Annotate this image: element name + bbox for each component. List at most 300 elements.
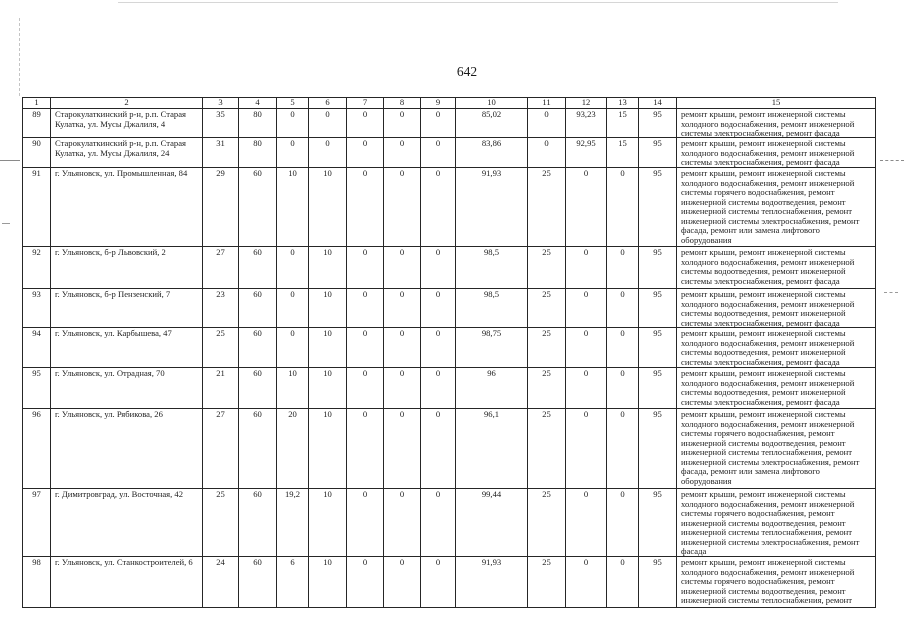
value-cell-col-7-text: 0 [362,247,368,257]
row-number-cell-text: 91 [32,168,41,178]
repair-works-cell-text: ремонт крыши, ремонт инженерной системы холодного водоснабжения, ремонт инженерной системы водоотведения, ремонт инженерной системы электроснабжения, ремонт фасада [681,368,855,407]
value-cell-col-9-text: 0 [435,328,441,338]
address-cell-text: г. Ульяновск, ул. Рябикова, 26 [55,409,163,419]
value-cell-col-9 [421,489,456,557]
column-number-label: 9 [435,97,441,107]
value-cell-col-10 [456,557,528,608]
value-cell-col-6-text: 0 [325,138,330,148]
value-cell-col-5 [277,328,309,368]
value-cell-col-12 [566,489,607,557]
value-cell-col-11-text: 25 [542,328,551,338]
value-cell-col-11 [528,289,566,328]
column-number-header [309,98,347,109]
value-cell-col-4-text: 80 [253,138,262,148]
repair-works-cell [677,289,876,328]
column-number-label: 5 [290,97,295,107]
value-cell-col-11-text: 25 [542,368,551,378]
value-cell-col-7 [347,109,384,138]
value-cell-col-4-text: 60 [253,557,262,567]
repair-works-cell-text: ремонт крыши, ремонт инженерной системы холодного водоснабжения, ремонт инженерной системы электроснабжения, ремонт фасада [681,109,855,138]
column-number-header [277,98,309,109]
table-row [23,168,876,247]
value-cell-col-12-text: 0 [583,409,589,419]
value-cell-col-9 [421,368,456,409]
value-cell-col-7 [347,368,384,409]
value-cell-col-3-text: 27 [216,247,225,257]
value-cell-col-3-text: 24 [216,557,225,567]
value-cell-col-10 [456,168,528,247]
value-cell-col-9 [421,109,456,138]
value-cell-col-8-text: 0 [399,368,405,378]
value-cell-col-5-text: 19,2 [284,489,301,499]
value-cell-col-4 [239,368,277,409]
value-cell-col-7 [347,168,384,247]
value-cell-col-14 [639,247,677,289]
value-cell-col-10 [456,247,528,289]
value-cell-col-13-text: 0 [620,247,625,257]
table-row [23,109,876,138]
value-cell-col-12-text: 0 [583,328,589,338]
column-number-header [677,98,876,109]
value-cell-col-9 [421,557,456,608]
binding-margin-line [19,18,20,96]
value-cell-col-3-text: 25 [216,489,225,499]
value-cell-col-6-text: 10 [323,289,332,299]
value-cell-col-13-text: 15 [618,109,627,119]
value-cell-col-14 [639,409,677,489]
column-number-header [566,98,607,109]
value-cell-col-5-text: 0 [290,109,295,119]
value-cell-col-6-text: 10 [323,247,332,257]
value-cell-col-5 [277,409,309,489]
value-cell-col-6 [309,168,347,247]
value-cell-col-9 [421,247,456,289]
row-number-cell-text: 90 [32,138,41,148]
value-cell-col-10-text: 85,02 [481,109,502,119]
scan-margin-mark [0,160,20,161]
column-number-header [384,98,421,109]
column-number-label: 2 [124,97,129,107]
column-number-header [607,98,639,109]
value-cell-col-6 [309,557,347,608]
column-number-header [203,98,239,109]
value-cell-col-12-text: 0 [583,247,589,257]
value-cell-col-14-text: 95 [653,489,662,499]
address-cell [51,489,203,557]
repair-works-cell-text: ремонт крыши, ремонт инженерной системы холодного водоснабжения, ремонт инженерной системы горячего водоснабжения, ремонт инженерной системы водоотведения, ремонт инженерной системы теплоснабжения, ремонт инженерной системы электроснабжения, ремонт фасада, ремонт или замена лифтового оборудования [681,168,860,245]
value-cell-col-8-text: 0 [399,247,405,257]
value-cell-col-5 [277,557,309,608]
value-cell-col-3-text: 21 [216,368,225,378]
row-number-cell [23,109,51,138]
value-cell-col-7 [347,328,384,368]
value-cell-col-7-text: 0 [362,328,368,338]
value-cell-col-13 [607,138,639,168]
value-cell-col-4-text: 60 [253,247,262,257]
value-cell-col-3-text: 27 [216,409,225,419]
value-cell-col-5-text: 6 [290,557,295,567]
value-cell-col-5 [277,168,309,247]
value-cell-col-6-text: 10 [323,557,332,567]
repair-works-cell [677,409,876,489]
column-number-header [639,98,677,109]
value-cell-col-9 [421,409,456,489]
value-cell-col-8-text: 0 [399,557,405,567]
value-cell-col-14-text: 95 [653,138,662,148]
column-number-header [528,98,566,109]
value-cell-col-12 [566,409,607,489]
address-cell [51,109,203,138]
value-cell-col-4-text: 60 [253,289,262,299]
value-cell-col-11 [528,109,566,138]
value-cell-col-14-text: 95 [653,247,662,257]
address-cell [51,328,203,368]
value-cell-col-8-text: 0 [399,109,405,119]
value-cell-col-5-text: 0 [290,138,295,148]
address-cell [51,368,203,409]
value-cell-col-10 [456,489,528,557]
value-cell-col-8 [384,557,421,608]
value-cell-col-7-text: 0 [362,368,368,378]
value-cell-col-5-text: 0 [290,328,295,338]
value-cell-col-3 [203,557,239,608]
table-row [23,138,876,168]
value-cell-col-3 [203,138,239,168]
row-number-cell [23,289,51,328]
row-number-cell-text: 95 [32,368,41,378]
value-cell-col-11-text: 25 [542,289,551,299]
page-number: 642 [456,64,478,79]
value-cell-col-8 [384,409,421,489]
address-cell-text: г. Ульяновск, ул. Станкостроителей, 6 [55,557,193,567]
value-cell-col-13 [607,247,639,289]
value-cell-col-9-text: 0 [435,368,441,378]
address-cell-text: г. Ульяновск, ул. Отрадная, 70 [55,368,165,378]
value-cell-col-13 [607,109,639,138]
value-cell-col-10 [456,368,528,409]
value-cell-col-8-text: 0 [399,168,405,178]
repair-works-cell-text: ремонт крыши, ремонт инженерной системы холодного водоснабжения, ремонт инженерной системы горячего водоснабжения, ремонт инженерной системы водоотведения, ремонт инженерной системы теплоснабжения, ремонт [681,557,855,605]
repair-works-cell-text: ремонт крыши, ремонт инженерной системы холодного водоснабжения, ремонт инженерной системы электроснабжения, ремонт фасада [681,138,855,167]
value-cell-col-8 [384,289,421,328]
address-cell-text: Старокулаткинский р-н, р.п. Старая Кулатка, ул. Мусы Джалиля, 4 [55,109,186,129]
value-cell-col-12-text: 0 [583,489,589,499]
value-cell-col-5-text: 0 [290,289,295,299]
value-cell-col-3 [203,289,239,328]
column-number-header [23,98,51,109]
value-cell-col-3-text: 23 [216,289,225,299]
value-cell-col-6 [309,368,347,409]
value-cell-col-13 [607,409,639,489]
value-cell-col-10 [456,109,528,138]
value-cell-col-6-text: 10 [323,368,332,378]
value-cell-col-7 [347,489,384,557]
address-cell [51,289,203,328]
value-cell-col-5-text: 10 [288,368,297,378]
value-cell-col-3-text: 35 [216,109,225,119]
value-cell-col-11 [528,409,566,489]
row-number-cell [23,247,51,289]
value-cell-col-9 [421,328,456,368]
value-cell-col-9 [421,168,456,247]
address-cell-text: г. Димитровград, ул. Восточная, 42 [55,489,184,499]
value-cell-col-4-text: 80 [253,109,262,119]
value-cell-col-8 [384,138,421,168]
value-cell-col-7-text: 0 [362,138,368,148]
value-cell-col-4 [239,557,277,608]
value-cell-col-11 [528,368,566,409]
table-row [23,368,876,409]
value-cell-col-13-text: 0 [620,168,625,178]
value-cell-col-12-text: 0 [583,557,589,567]
value-cell-col-7 [347,557,384,608]
repair-works-cell [677,328,876,368]
value-cell-col-14-text: 95 [653,557,662,567]
value-cell-col-9-text: 0 [435,168,441,178]
repair-works-cell-text: ремонт крыши, ремонт инженерной системы холодного водоснабжения, ремонт инженерной системы водоотведения, ремонт инженерной системы электроснабжения, ремонт фасада [681,328,855,367]
value-cell-col-11-text: 25 [542,557,551,567]
value-cell-col-4 [239,138,277,168]
value-cell-col-6-text: 0 [325,109,330,119]
value-cell-col-6-text: 10 [323,328,332,338]
value-cell-col-4-text: 60 [253,168,262,178]
address-cell [51,409,203,489]
value-cell-col-3 [203,409,239,489]
value-cell-col-9 [421,289,456,328]
value-cell-col-14 [639,557,677,608]
value-cell-col-5 [277,289,309,328]
row-number-cell-text: 93 [32,289,41,299]
value-cell-col-14-text: 95 [653,109,662,119]
address-cell-text: г. Ульяновск, б-р Пензенский, 7 [55,289,171,299]
value-cell-col-4 [239,168,277,247]
repair-works-cell [677,138,876,168]
value-cell-col-9-text: 0 [435,557,441,567]
row-number-cell-text: 97 [32,489,41,499]
value-cell-col-11-text: 0 [544,109,549,119]
value-cell-col-9-text: 0 [435,138,441,148]
value-cell-col-12-text: 93,23 [576,109,596,119]
value-cell-col-7-text: 0 [362,557,368,567]
value-cell-col-14 [639,168,677,247]
value-cell-col-4-text: 60 [253,328,262,338]
value-cell-col-14 [639,289,677,328]
value-cell-col-3-text: 31 [216,138,225,148]
address-cell [51,557,203,608]
value-cell-col-6 [309,289,347,328]
value-cell-col-3 [203,368,239,409]
value-cell-col-5-text: 0 [290,247,295,257]
table-row [23,247,876,289]
value-cell-col-10-text: 98,5 [483,289,500,299]
table-row [23,489,876,557]
value-cell-col-12-text: 92,95 [576,138,596,148]
value-cell-col-6-text: 10 [323,489,332,499]
value-cell-col-13 [607,289,639,328]
row-number-cell [23,138,51,168]
value-cell-col-8 [384,368,421,409]
value-cell-col-10-text: 91,93 [481,557,502,567]
value-cell-col-12 [566,368,607,409]
value-cell-col-12 [566,168,607,247]
value-cell-col-12 [566,289,607,328]
value-cell-col-13 [607,328,639,368]
value-cell-col-5-text: 10 [288,168,297,178]
value-cell-col-5 [277,489,309,557]
value-cell-col-11-text: 25 [542,247,551,257]
address-cell-text: г. Ульяновск, ул. Карбышева, 47 [55,328,172,338]
value-cell-col-10 [456,289,528,328]
value-cell-col-7 [347,289,384,328]
value-cell-col-14-text: 95 [653,289,662,299]
value-cell-col-9-text: 0 [435,109,441,119]
row-number-cell [23,409,51,489]
value-cell-col-7-text: 0 [362,489,368,499]
value-cell-col-9-text: 0 [435,247,441,257]
column-number-label: 7 [362,97,368,107]
table-row [23,289,876,328]
row-number-cell-text: 94 [32,328,41,338]
value-cell-col-5 [277,109,309,138]
value-cell-col-12 [566,557,607,608]
value-cell-col-10-text: 96 [487,368,496,378]
value-cell-col-4-text: 60 [253,489,262,499]
value-cell-col-4-text: 60 [253,368,262,378]
value-cell-col-8 [384,109,421,138]
value-cell-col-3 [203,328,239,368]
value-cell-col-14-text: 95 [653,328,662,338]
value-cell-col-10-text: 83,86 [481,138,502,148]
value-cell-col-8 [384,489,421,557]
value-cell-col-12-text: 0 [583,168,589,178]
scan-margin-mark [880,160,904,161]
value-cell-col-8-text: 0 [399,489,405,499]
value-cell-col-11-text: 0 [544,138,549,148]
repair-works-cell [677,557,876,608]
value-cell-col-4 [239,489,277,557]
row-number-cell-text: 96 [32,409,41,419]
data-table [22,97,876,608]
value-cell-col-5 [277,138,309,168]
value-cell-col-4 [239,109,277,138]
value-cell-col-13-text: 0 [620,557,625,567]
repair-works-cell-text: ремонт крыши, ремонт инженерной системы холодного водоснабжения, ремонт инженерной системы горячего водоснабжения, ремонт инженерной системы водоотведения, ремонт инженерной системы теплоснабжения, ремонт инженерной системы электроснабжения, ремонт фасада, ремонт или замена лифтового оборудования [681,409,860,486]
value-cell-col-3 [203,489,239,557]
value-cell-col-5 [277,368,309,409]
value-cell-col-14 [639,328,677,368]
value-cell-col-4 [239,409,277,489]
scan-edge-line [118,2,838,3]
value-cell-col-6 [309,489,347,557]
column-number-label: 4 [255,97,260,107]
column-number-label: 6 [325,97,330,107]
value-cell-col-13-text: 0 [620,489,625,499]
value-cell-col-12 [566,138,607,168]
repair-works-cell [677,247,876,289]
value-cell-col-14-text: 95 [653,168,662,178]
column-number-label: 14 [653,97,662,107]
value-cell-col-8 [384,328,421,368]
row-number-cell [23,368,51,409]
value-cell-col-8 [384,168,421,247]
value-cell-col-7-text: 0 [362,168,368,178]
value-cell-col-13-text: 15 [618,138,627,148]
value-cell-col-10-text: 98,5 [483,247,500,257]
value-cell-col-3 [203,168,239,247]
value-cell-col-3 [203,109,239,138]
value-cell-col-11 [528,489,566,557]
value-cell-col-13 [607,168,639,247]
value-cell-col-8 [384,247,421,289]
value-cell-col-4 [239,328,277,368]
value-cell-col-13-text: 0 [620,368,625,378]
address-cell [51,168,203,247]
value-cell-col-4-text: 60 [253,409,262,419]
value-cell-col-14 [639,489,677,557]
value-cell-col-6 [309,247,347,289]
repair-works-cell [677,368,876,409]
repair-works-cell [677,168,876,247]
address-cell [51,247,203,289]
value-cell-col-13 [607,489,639,557]
value-cell-col-4 [239,247,277,289]
address-cell [51,138,203,168]
value-cell-col-11-text: 25 [542,168,551,178]
table-row [23,409,876,489]
value-cell-col-11 [528,247,566,289]
column-number-header [51,98,203,109]
column-number-label: 8 [399,97,405,107]
value-cell-col-7-text: 0 [362,289,368,299]
value-cell-col-12 [566,247,607,289]
address-cell-text: г. Ульяновск, б-р Львовский, 2 [55,247,166,257]
value-cell-col-11-text: 25 [542,489,551,499]
scan-margin-mark [884,292,898,293]
value-cell-col-7-text: 0 [362,409,368,419]
column-number-header [239,98,277,109]
row-number-cell [23,328,51,368]
value-cell-col-11 [528,328,566,368]
value-cell-col-3 [203,247,239,289]
value-cell-col-5 [277,247,309,289]
value-cell-col-11 [528,557,566,608]
repair-works-cell [677,109,876,138]
row-number-cell-text: 89 [32,109,41,119]
value-cell-col-11 [528,138,566,168]
value-cell-col-14 [639,368,677,409]
value-cell-col-13-text: 0 [620,409,625,419]
table-row [23,557,876,608]
value-cell-col-10 [456,328,528,368]
row-number-cell-text: 92 [32,247,41,257]
value-cell-col-4 [239,289,277,328]
value-cell-col-8-text: 0 [399,409,405,419]
column-number-header [347,98,384,109]
value-cell-col-9-text: 0 [435,289,441,299]
value-cell-col-8-text: 0 [399,289,405,299]
value-cell-col-14-text: 95 [653,368,662,378]
value-cell-col-11 [528,168,566,247]
value-cell-col-12 [566,328,607,368]
value-cell-col-9-text: 0 [435,489,441,499]
value-cell-col-9 [421,138,456,168]
row-number-cell [23,489,51,557]
value-cell-col-10-text: 96,1 [483,409,500,419]
value-cell-col-5-text: 20 [288,409,297,419]
value-cell-col-12 [566,109,607,138]
column-number-label: 3 [218,97,223,107]
row-number-cell [23,168,51,247]
